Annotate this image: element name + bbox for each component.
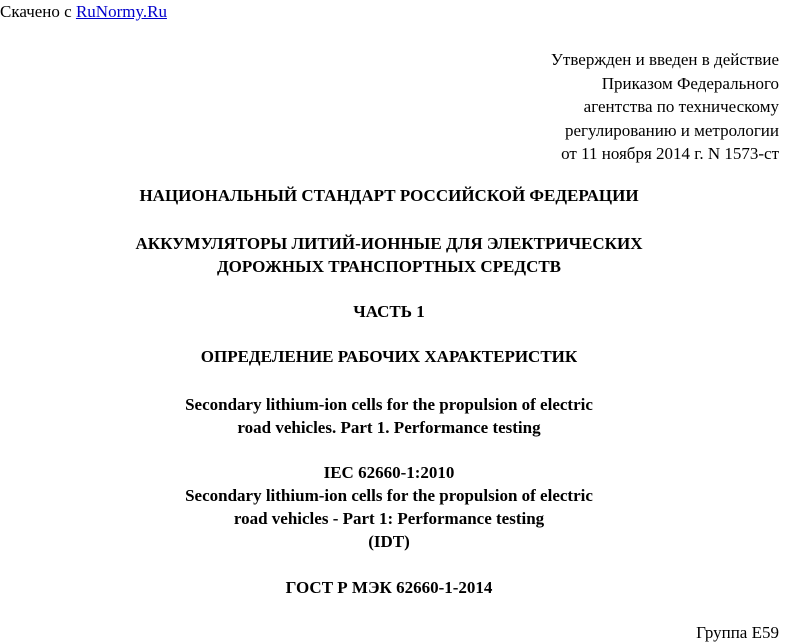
standard-title xyxy=(0,232,778,278)
standard-title-line: АККУМУЛЯТОРЫ ЛИТИЙ-ИОННЫЕ ДЛЯ ЭЛЕКТРИЧЕСКИХ xyxy=(135,234,643,253)
national-standard-title: НАЦИОНАЛЬНЫЙ СТАНДАРТ РОССИЙСКОЙ ФЕДЕРАЦИИ xyxy=(139,186,639,205)
iec-line: IEC 62660-1:2010 xyxy=(323,463,455,482)
approval-line: от 11 ноября 2014 г. N 1573-ст xyxy=(561,144,779,163)
gost-number: ГОСТ Р МЭК 62660-1-2014 xyxy=(285,578,493,597)
approval-line: агентства по техническому xyxy=(583,97,779,116)
english-title-line: road vehicles. Part 1. Performance testing xyxy=(237,418,541,437)
standard-subtitle: ОПРЕДЕЛЕНИЕ РАБОЧИХ ХАРАКТЕРИСТИК xyxy=(200,347,578,366)
approval-line: регулированию и метрологии xyxy=(564,120,779,140)
part-label: ЧАСТЬ 1 xyxy=(353,302,425,321)
approval-block xyxy=(551,48,779,166)
iec-line: Secondary lithium-ion cells for the propulsion of electric xyxy=(185,486,593,505)
source-prefix: Скачено с xyxy=(0,2,72,21)
source-link[interactable]: RuNormy.Ru xyxy=(75,2,167,21)
english-title xyxy=(0,393,778,439)
iec-line: (IDT) xyxy=(368,532,410,551)
english-title-line: Secondary lithium-ion cells for the propulsion of electric xyxy=(185,395,593,414)
source-line xyxy=(0,2,167,22)
standard-title-line: ДОРОЖНЫХ ТРАНСПОРТНЫХ СРЕДСТВ xyxy=(216,257,562,276)
iec-line: road vehicles - Part 1: Performance testing xyxy=(233,509,545,528)
iec-reference xyxy=(0,461,778,553)
approval-line: Приказом Федерального xyxy=(601,73,779,93)
approval-line: Утвержден и введен в действие xyxy=(550,50,779,69)
group-code: Группа Е59 xyxy=(696,623,779,642)
